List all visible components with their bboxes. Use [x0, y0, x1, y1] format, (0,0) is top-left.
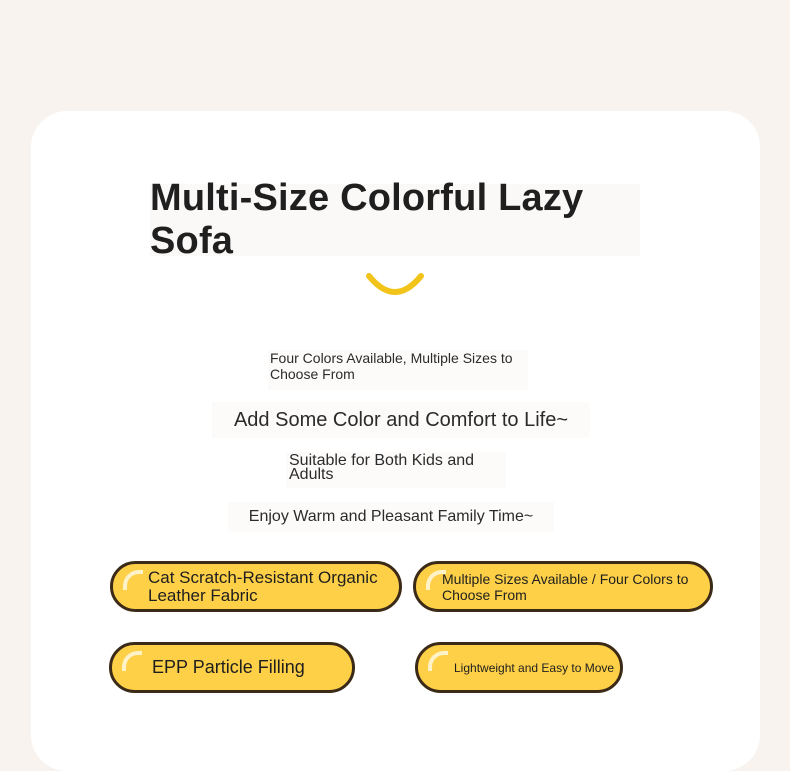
feature-sizes-label: Multiple Sizes Available / Four Colors to Choose From	[442, 570, 689, 603]
feature-filling-label: EPP Particle Filling	[152, 657, 305, 677]
gloss-highlight-icon	[428, 651, 448, 671]
feature-fabric-label: Cat Scratch-Resistant Organic Leather Fabric	[148, 567, 378, 605]
feature-badge-weight	[415, 642, 623, 693]
family-text: Enjoy Warm and Pleasant Family Time~	[228, 502, 554, 532]
feature-weight-label: Lightweight and Easy to Move	[454, 660, 615, 675]
comfort-text: Add Some Color and Comfort to Life~	[212, 402, 590, 438]
gloss-highlight-icon	[122, 651, 142, 671]
feature-badge-fabric	[110, 561, 402, 612]
feature-badge-filling	[109, 642, 355, 693]
suitable-text: Suitable for Both Kids and Adults	[286, 452, 506, 488]
colors-sizes-text: Four Colors Available, Multiple Sizes to Choose From	[268, 350, 528, 390]
feature-badge-sizes	[413, 561, 713, 612]
page-title: Multi-Size Colorful Lazy Sofa	[150, 184, 640, 256]
smile-icon	[363, 268, 427, 300]
gloss-highlight-icon	[123, 570, 143, 590]
